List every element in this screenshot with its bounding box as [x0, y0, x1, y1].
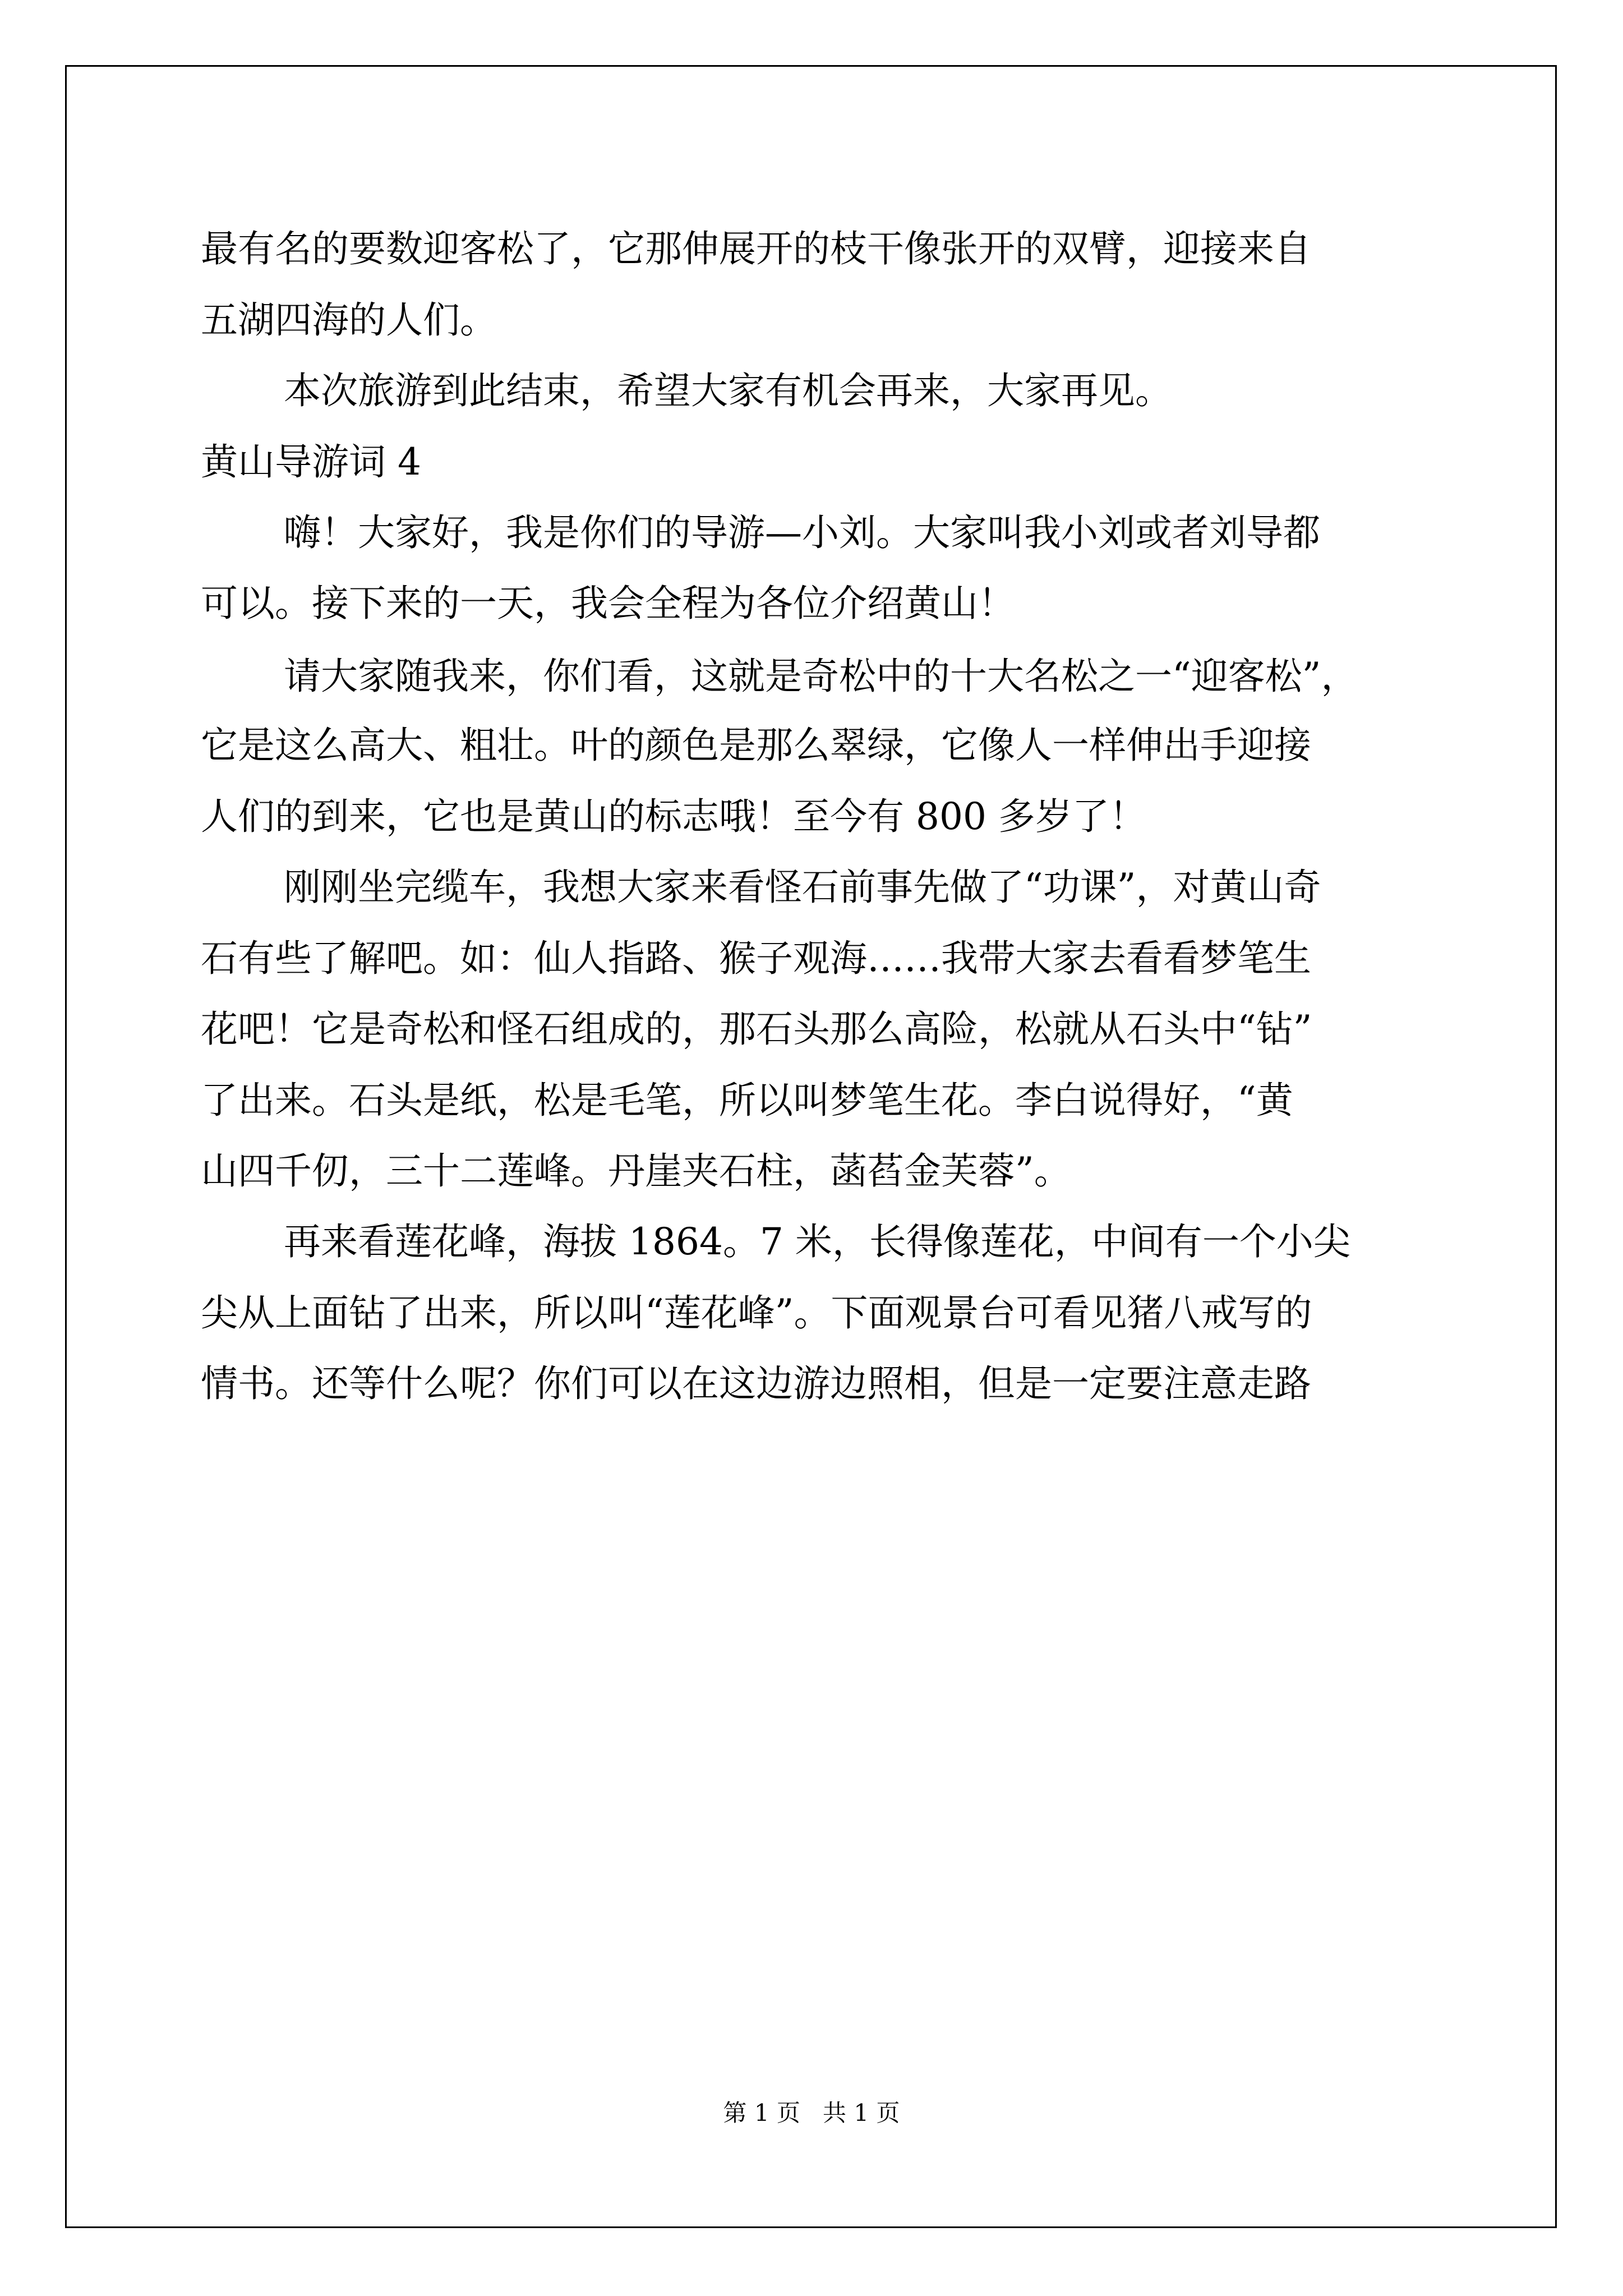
text-line: 请大家随我来，你们看，这就是奇松中的十大名松之一“迎客松”， [284, 655, 1358, 698]
text-line: 本次旅游到此结束，希望大家有机会再来，大家再见。 [284, 369, 1172, 412]
text-line: 五湖四海的人们。 [201, 298, 497, 342]
text-line: 尖从上面钻了出来，所以叫“莲花峰”。下面观景台可看见猪八戒写的 [201, 1291, 1312, 1335]
text-line: 刚刚坐完缆车，我想大家来看怪石前事先做了“功课”，对黄山奇 [284, 866, 1321, 909]
text-line: 可以。接下来的一天，我会全程为各位介绍黄山！ [201, 582, 1015, 625]
text-line: 再来看莲花峰，海拔 1864。7 米，长得像莲花，中间有一个小尖 [284, 1220, 1350, 1263]
page-footer: 第 1 页 共 1 页 [723, 2099, 900, 2127]
text-line: 了出来。石头是纸，松是毛笔，所以叫梦笔生花。李白说得好，“黄 [201, 1079, 1293, 1122]
text-line: 最有名的要数迎客松了，它那伸展开的枝干像张开的双臂，迎接来自 [201, 227, 1311, 270]
text-line: 人们的到来，它也是黄山的标志哦！至今有 800 多岁了！ [201, 795, 1146, 838]
text-line: 山四千仞，三十二莲峰。丹崖夹石柱，菡萏金芙蓉”。 [201, 1149, 1071, 1193]
text-line: 它是这么高大、粗壮。叶的颜色是那么翠绿，它像人一样伸出手迎接 [201, 724, 1311, 767]
text-line: 花吧！它是奇松和怪石组成的，那石头那么高险，松就从石头中“钻” [201, 1007, 1312, 1051]
text-line: 情书。还等什么呢？你们可以在这边游边照相，但是一定要注意走路 [201, 1362, 1311, 1405]
text-line: 嗨！大家好，我是你们的导游—小刘。大家叫我小刘或者刘导都 [284, 511, 1320, 554]
section-heading: 黄山导游词 4 [201, 440, 421, 484]
text-line: 石有些了解吧。如：仙人指路、猴子观海……我带大家去看看梦笔生 [201, 937, 1311, 980]
